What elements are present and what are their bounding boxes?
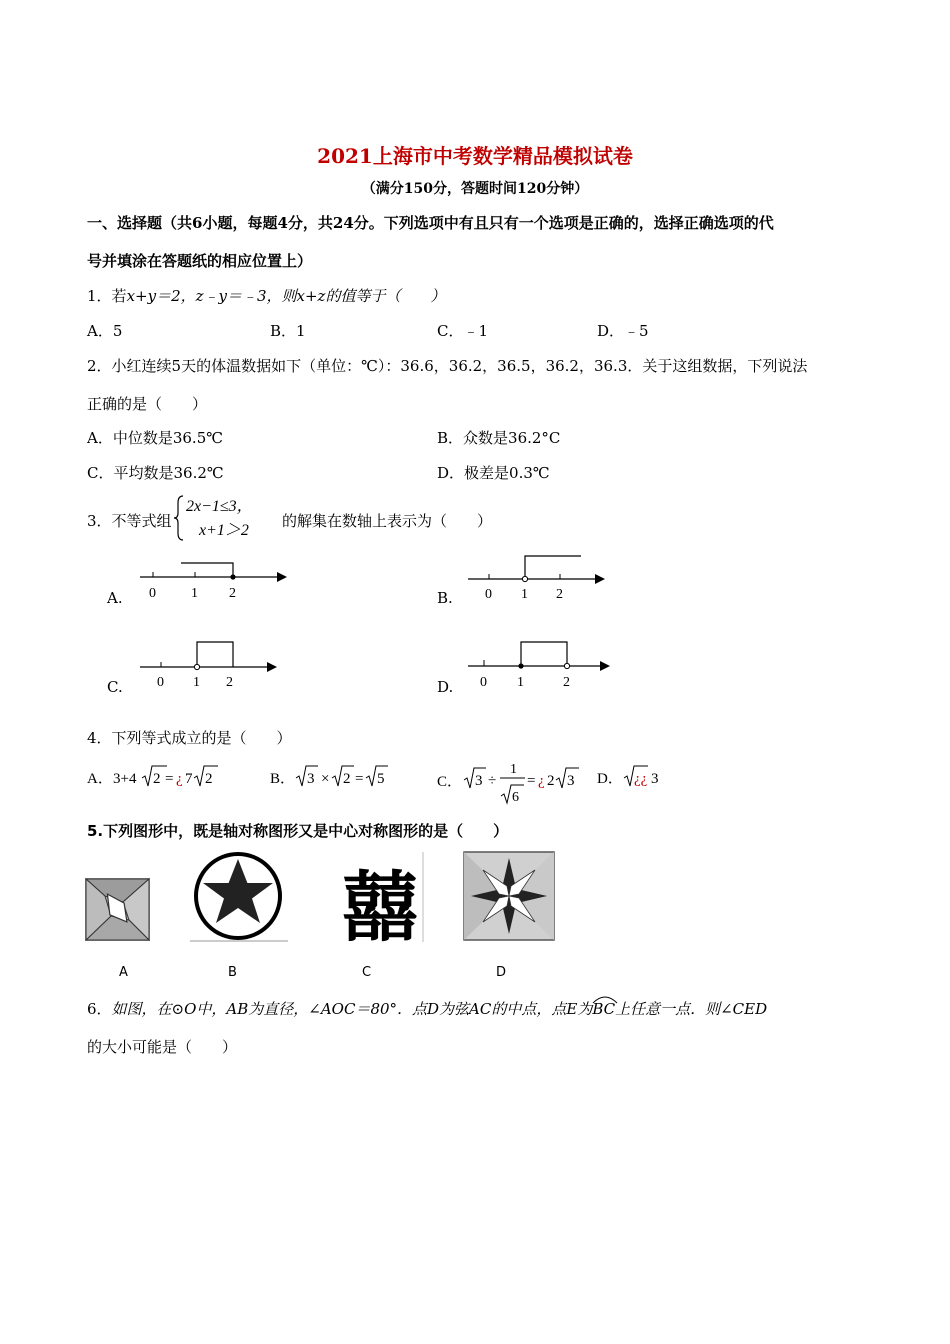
question-text: 如图，在⊙O中，AB为直径，∠AOC＝80°．点D为弦AC的中点，点E为 [111, 1000, 593, 1018]
tick-label-0: 0 [157, 675, 164, 690]
q5-figure-a[interactable] [85, 878, 151, 942]
inequality-1: 2x−1≤3， [186, 498, 253, 515]
tick-label-1: 1 [191, 586, 198, 601]
solid-point [518, 663, 523, 668]
tick-label-0: 0 [480, 675, 487, 690]
page-title: 2021上海市中考数学精品模拟试卷 [317, 144, 633, 168]
tick-label-2: 2 [229, 586, 236, 601]
option-label: C． [437, 774, 463, 790]
expr-part: 3 [651, 771, 659, 787]
question-text: 下列等式成立的是（ ） [111, 729, 292, 747]
q5-label-a: A [119, 965, 128, 980]
q2-option-a[interactable]: A．中位数是36.5℃ [87, 429, 224, 447]
q3-option-d-label[interactable]: D. [437, 678, 454, 696]
question-5: 5.下列图形中，既是轴对称图形又是中心对称图形的是（ ） [87, 822, 509, 840]
question-text-pre: 不等式组 [111, 512, 172, 530]
equals: = [355, 771, 364, 787]
arc-notation [592, 1000, 615, 1018]
q3-option-b-number-line[interactable] [465, 550, 615, 605]
q5-label-c: C [362, 965, 372, 980]
solution-bracket [521, 642, 567, 666]
solution-bracket [525, 556, 581, 579]
fraction-denominator: 6 [512, 790, 519, 805]
tick-label-2: 2 [556, 587, 563, 602]
section-heading-line1: 一、选择题（共6小题，每题4分，共24分。下列选项中有且只有一个选项是正确的，选择正确选项的代 [87, 214, 774, 232]
q3-option-d-number-line[interactable] [465, 638, 620, 693]
radicand: 3 [475, 773, 483, 789]
question-2-line2: 正确的是（ ） [87, 395, 208, 413]
section-heading-line2: 号并填涂在答题纸的相应位置上） [87, 252, 313, 270]
q5-label-d: D [496, 965, 507, 980]
q5-figure-d[interactable] [462, 850, 556, 942]
question-4 [87, 727, 292, 748]
question-number: 2． [87, 357, 112, 375]
question-text: 上任意一点．则∠CED [615, 1000, 768, 1018]
arc-icon [592, 994, 618, 1004]
q3-option-a-number-line[interactable] [135, 555, 295, 605]
divide: ÷ [488, 773, 497, 789]
q5-label-b: B [228, 965, 237, 980]
question-text-pre: 若 [111, 287, 127, 305]
question-6-line2: 的大小可能是（ ） [87, 1038, 238, 1056]
solution-bracket [197, 642, 233, 667]
question-number: 1． [87, 287, 112, 305]
tick-label-2: 2 [226, 675, 233, 690]
q3-option-a-label[interactable]: A. [107, 589, 123, 607]
q4-option-d[interactable] [595, 760, 685, 792]
radicand: 2 [205, 771, 213, 787]
question-number: 4． [87, 729, 112, 747]
radicand: 3 [307, 771, 315, 787]
garbled-char: ¿ [176, 771, 183, 787]
q4-option-b[interactable] [268, 760, 408, 792]
tick-label-0: 0 [149, 586, 156, 601]
q5-figure-b[interactable] [190, 850, 288, 942]
q4-option-c[interactable] [435, 756, 595, 806]
question-text: 小红连续5天的体温数据如下（单位：℃）：36.6，36.2，36.5，36.2，36.3．关于这组数据，下列说法 [111, 357, 808, 375]
q3-option-c-number-line[interactable] [135, 638, 285, 693]
solution-bracket [181, 563, 233, 577]
fraction-numerator: 1 [510, 762, 517, 777]
arrow-icon [267, 662, 277, 672]
equals: = [527, 773, 536, 789]
double-happiness-icon: 囍 [342, 867, 418, 942]
expr-part: 7 [185, 771, 193, 787]
times: × [321, 771, 330, 787]
question-text: x+y＝2，z﹣y＝﹣3，则x+z的值等于（ ） [126, 287, 446, 305]
garbled-char: ¿¿ [634, 771, 648, 787]
hollow-point [194, 664, 199, 669]
expr-part: 2 [547, 773, 555, 789]
solid-point [230, 574, 235, 579]
q1-option-c[interactable]: C．﹣1 [437, 322, 489, 340]
q2-option-d[interactable]: D．极差是0.3℃ [437, 464, 550, 482]
hollow-point [522, 576, 527, 581]
equals: = [165, 771, 174, 787]
page-subtitle: （满分150分，答题时间120分钟） [361, 181, 589, 197]
question-number: 3． [87, 512, 112, 530]
q2-option-c[interactable]: C．平均数是36.2℃ [87, 464, 224, 482]
question-3-text: 的解集在数轴上表示为（ ） [282, 512, 493, 530]
option-label: D． [597, 771, 623, 787]
left-brace [174, 496, 183, 540]
radicand: 2 [153, 771, 161, 787]
option-label: A． [87, 771, 113, 787]
question-6-line1 [87, 998, 767, 1019]
q3-option-c-label[interactable]: C. [107, 678, 123, 696]
arrow-icon [600, 661, 610, 671]
q1-option-b[interactable]: B．1 [270, 322, 306, 340]
tick-label-1: 1 [193, 675, 200, 690]
arc-label: BC [592, 1000, 616, 1018]
q1-option-a[interactable]: A．5 [87, 322, 123, 340]
question-2-line1 [87, 355, 807, 376]
option-label: B． [270, 771, 296, 787]
q1-option-d[interactable]: D．﹣5 [597, 322, 649, 340]
tick-label-1: 1 [517, 675, 524, 690]
garbled-char: ¿ [538, 773, 545, 789]
tick-label-0: 0 [485, 587, 492, 602]
radicand: 3 [567, 773, 575, 789]
q4-option-a[interactable] [85, 760, 235, 792]
q3-option-b-label[interactable]: B. [437, 589, 453, 607]
radicand: 5 [377, 771, 385, 787]
arrow-icon [277, 572, 287, 582]
hollow-point [564, 663, 569, 668]
radicand: 2 [343, 771, 351, 787]
question-1 [87, 285, 445, 306]
q2-option-b[interactable]: B．众数是36.2°C [437, 429, 561, 447]
question-number: 6． [87, 1000, 112, 1018]
arrow-icon [595, 574, 605, 584]
expr-part: 3+4 [113, 771, 137, 787]
tick-label-2: 2 [563, 675, 570, 690]
tick-label-1: 1 [521, 587, 528, 602]
question-3-number [87, 510, 172, 531]
q5-figure-c[interactable] [335, 852, 425, 942]
inequality-system [174, 493, 284, 543]
inequality-2: x+1＞2 [199, 522, 249, 539]
